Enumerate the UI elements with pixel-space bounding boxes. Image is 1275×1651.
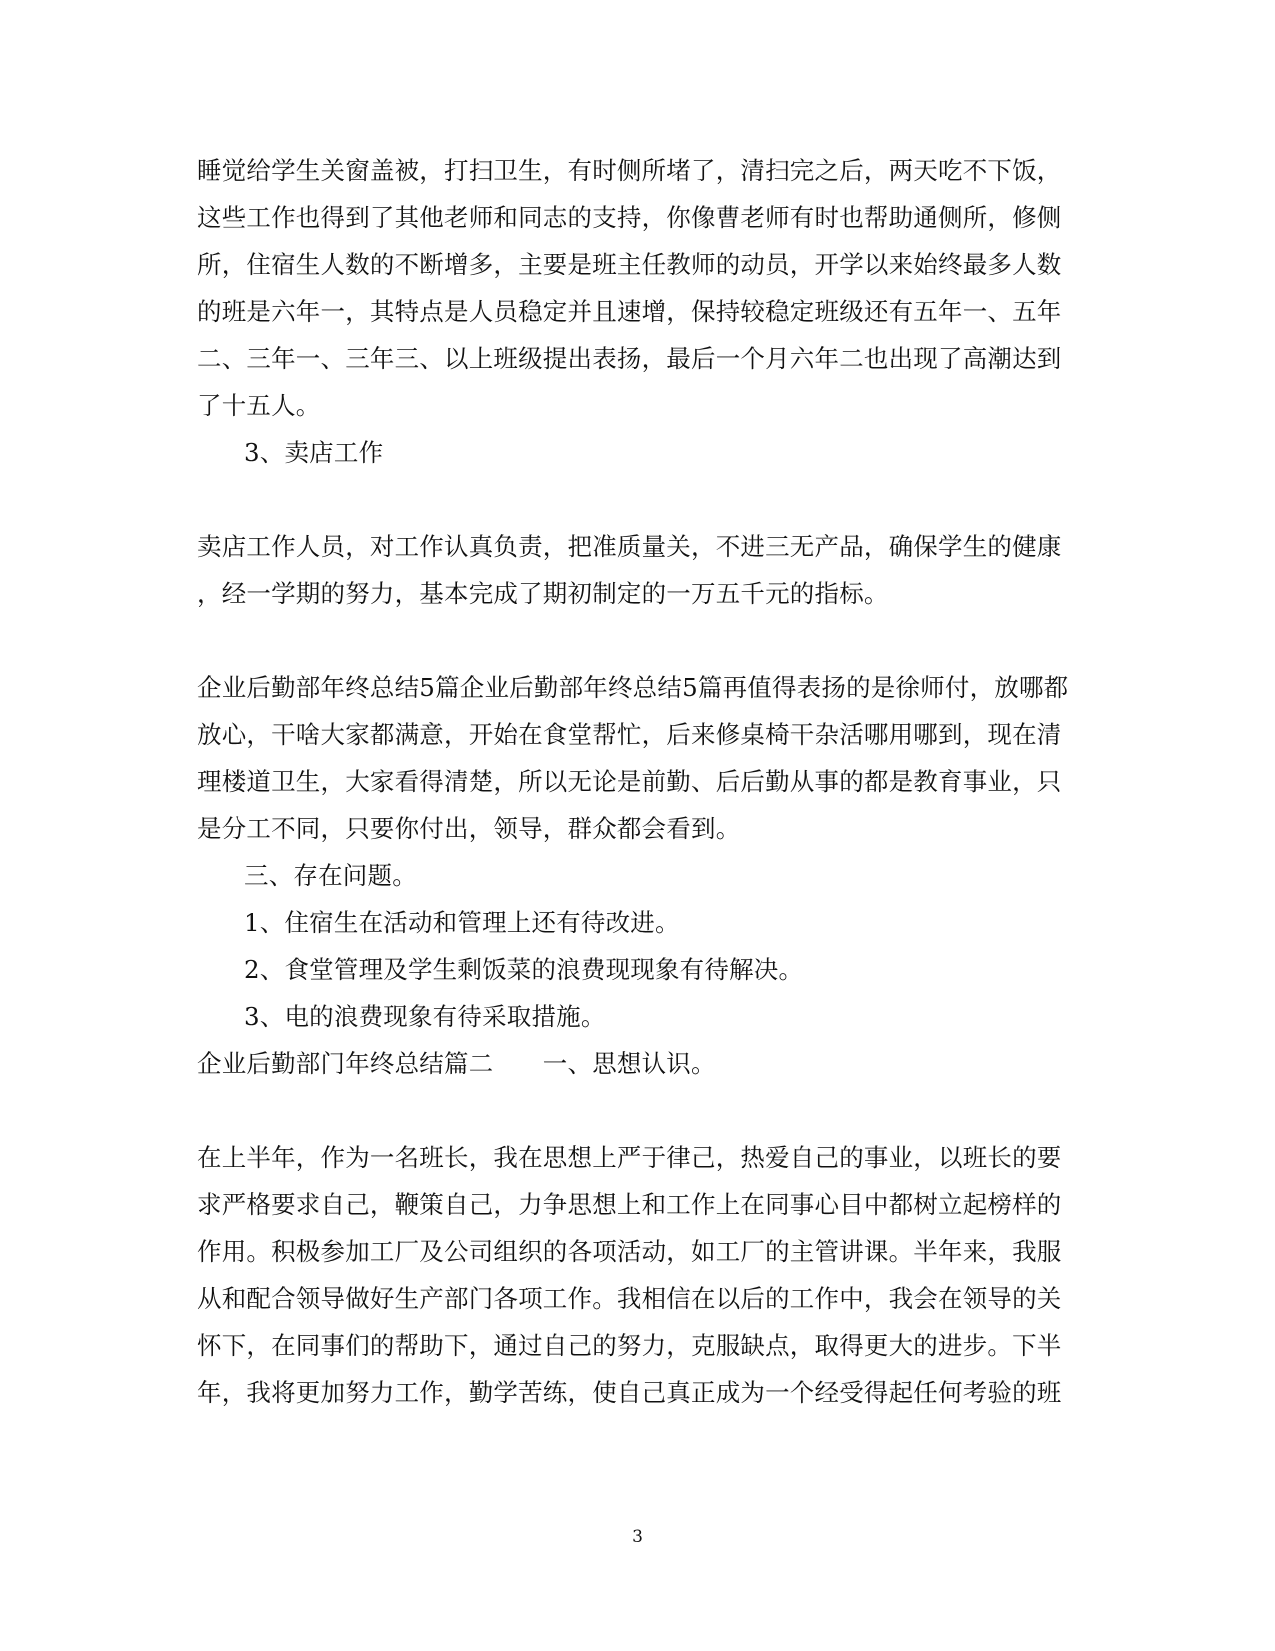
paragraph-line: 理楼道卫生，大家看得清楚，所以无论是前勤、后后勤从事的都是教育事业，只 [197, 767, 1062, 796]
paragraph-line: 求严格要求自己，鞭策自己，力争思想上和工作上在同事心目中都树立起榜样的 [197, 1190, 1062, 1219]
paragraph-line: 所，住宿生人数的不断增多，主要是班主任教师的动员，开学以来始终最多人数 [197, 250, 1062, 279]
paragraph-line: 企业后勤部年终总结5篇企业后勤部年终总结5篇再值得表扬的是徐师付，放哪都 [197, 673, 1069, 702]
paragraph-line: 的班是六年一，其特点是人员稳定并且速增，保持较稳定班级还有五年一、五年 [197, 297, 1062, 326]
paragraph-line: ，经一学期的努力，基本完成了期初制定的一万五千元的指标。 [197, 579, 889, 608]
paragraph-line: 二、三年一、三年三、以上班级提出表扬，最后一个月六年二也出现了高潮达到 [197, 344, 1062, 373]
paragraph-line: 从和配合领导做好生产部门各项工作。我相信在以后的工作中，我会在领导的关 [197, 1284, 1062, 1313]
section-title: 企业后勤部门年终总结篇二 一、思想认识。 [197, 1049, 716, 1078]
list-item: 1、住宿生在活动和管理上还有待改进。 [244, 908, 680, 937]
paragraph-line: 放心，干啥大家都满意，开始在食堂帮忙，后来修桌椅干杂活哪用哪到，现在清 [197, 720, 1062, 749]
paragraph-line: 睡觉给学生关窗盖被，打扫卫生，有时侧所堵了，清扫完之后，两天吃不下饭， [197, 156, 1062, 185]
paragraph-line: 作用。积极参加工厂及公司组织的各项活动，如工厂的主管讲课。半年来，我服 [197, 1237, 1062, 1266]
paragraph-line: 是分工不同，只要你付出，领导，群众都会看到。 [197, 814, 741, 843]
page-number: 3 [632, 1527, 643, 1547]
list-item: 3、电的浪费现象有待采取措施。 [244, 1002, 606, 1031]
paragraph-line: 怀下，在同事们的帮助下，通过自己的努力，克服缺点，取得更大的进步。下半 [197, 1331, 1062, 1360]
paragraph-line: 在上半年，作为一名班长，我在思想上严于律己，热爱自己的事业，以班长的要 [197, 1143, 1062, 1172]
paragraph-line: 了十五人。 [197, 391, 321, 420]
paragraph-line: 这些工作也得到了其他老师和同志的支持，你像曹老师有时也帮助通侧所，修侧 [197, 203, 1062, 232]
list-item: 2、食堂管理及学生剩饭菜的浪费现现象有待解决。 [244, 955, 804, 984]
paragraph-line: 卖店工作人员，对工作认真负责，把准质量关，不进三无产品，确保学生的健康 [197, 532, 1062, 561]
paragraph-line: 年，我将更加努力工作，勤学苦练，使自己真正成为一个经受得起任何考验的班 [197, 1378, 1062, 1407]
section-heading: 3、卖店工作 [244, 438, 384, 467]
section-heading: 三、存在问题。 [244, 861, 417, 890]
